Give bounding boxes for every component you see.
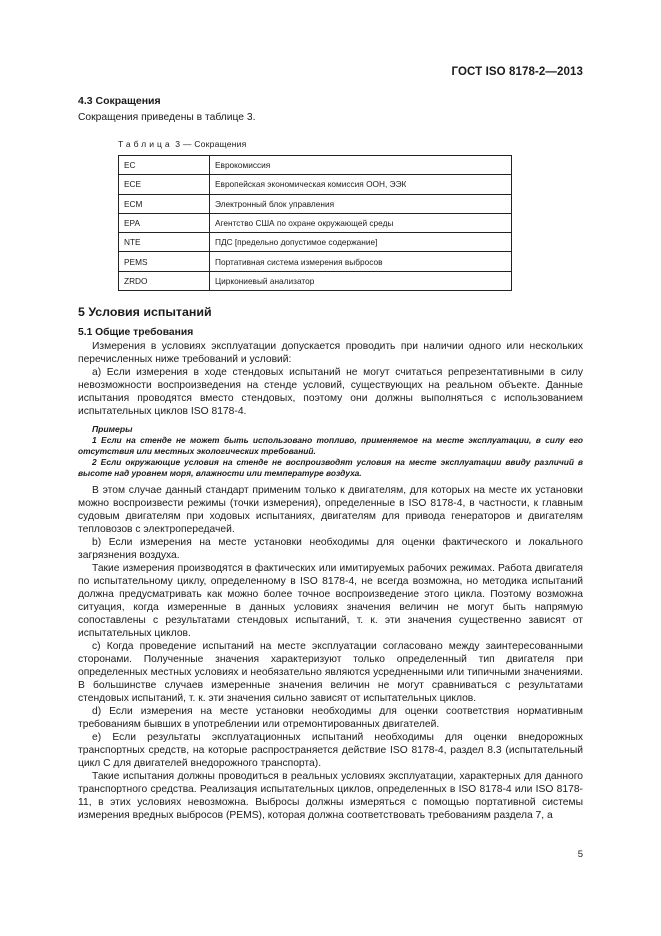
- table-row: [119, 156, 512, 175]
- paragraph-c: с) Когда проведение испытаний на месте эксплуатации согласовано между заинтересованными сторонами. Полученные значения характеризуют только определенный тип двигателя при определенных местных условиях и необязательно являются усредненными или типичными значениями. В большинстве случаев измеренные значения величин не могут сравниваться с результатами стендовых испытаний, т. к. эти значения сильно зависят от испытательных циклов.: [78, 641, 583, 705]
- table-row: [119, 213, 512, 232]
- table-row: [119, 252, 512, 271]
- examples-title: Примеры: [92, 424, 133, 435]
- definition-cell: Еврокомиссия: [210, 156, 512, 175]
- page-number: 5: [577, 849, 583, 860]
- section-4-3-intro: Сокращения приведены в таблице 3.: [78, 112, 256, 123]
- definition-cell: Циркониевый анализатор: [210, 271, 512, 290]
- definition-cell: Портативная система измерения выбросов: [210, 252, 512, 271]
- section-5-1-title: 5.1 Общие требования: [78, 327, 194, 339]
- definition-cell: Агентство США по охране окружающей среды: [210, 213, 512, 232]
- section-5-title: 5 Условия испытаний: [78, 305, 212, 320]
- paragraph-a-note: В этом случае данный стандарт применим только к двигателям, для которых на месте их установки можно воспроизвести режимы (точки измерения), определенные в ISO 8178-4, в частности, к главным судовым двигателям при ходовых испытаниях, двигателям для привода генераторов и двигателям тепловозов с электропередачей.: [78, 485, 583, 536]
- table-row: [119, 194, 512, 213]
- table-row: [119, 271, 512, 290]
- abbreviation-cell: EPA: [119, 213, 210, 232]
- paragraph-e: е) Если результаты эксплуатационных испытаний необходимы для оценки внедорожных транспортных средств, на которые распространяется действие ISO 8178-4, раздел 8.3 (испытательный цикл С для двигателей внедорожного транспорта).: [78, 732, 583, 770]
- standard-code: ГОСТ ISO 8178-2—2013: [451, 66, 583, 78]
- paragraph-intro: Измерения в условиях эксплуатации допускается проводить при наличии одного или нескольких перечисленных ниже требований и условий:: [78, 341, 583, 366]
- definition-cell: Европейская экономическая комиссия ООН, ЭЭК: [210, 175, 512, 194]
- abbreviation-cell: PEMS: [119, 252, 210, 271]
- paragraph-d: d) Если измерения на месте установки необходимы для оценки соответствия нормативным требованиям бывших в употреблении или отремонтированных двигателей.: [78, 706, 583, 731]
- abbreviation-cell: EC: [119, 156, 210, 175]
- abbreviation-cell: NTE: [119, 233, 210, 252]
- paragraph-e-note: Такие испытания должны проводиться в реальных условиях эксплуатации, характерных для данного транспортного средства. Реализация испытательных циклов, определенных в ISO 8178-4 или ISO 8178-11, в этих условиях невозможна. Выбросы должны измеряться с помощью портативной системы измерения вредных выбросов (PEMS), которая должна соответствовать требованиям раздела 7, а: [78, 771, 583, 822]
- paragraph-a: а) Если измерения в ходе стендовых испытаний не могут считаться репрезентативными в силу невозможности воспроизведения на стенде условий, существующих на реальном объекте. Данные испытания проводятся вместо стендовых, поэтому они должны выполняться с использованием испытательных циклов ISO 8178-4.: [78, 367, 583, 418]
- definition-cell: ПДС [предельно допустимое содержание]: [210, 233, 512, 252]
- abbreviation-cell: ECM: [119, 194, 210, 213]
- section-4-3-title: 4.3 Сокращения: [78, 95, 161, 107]
- table-row: [119, 233, 512, 252]
- table-caption-text: 3 — Сокращения: [175, 139, 247, 149]
- page-content: [78, 95, 583, 822]
- paragraph-b: b) Если измерения на месте установки необходимы для оценки фактического и локального загрязнения воздуха.: [78, 537, 583, 562]
- definition-cell: Электронный блок управления: [210, 194, 512, 213]
- table-caption: [118, 139, 583, 150]
- paragraph-b-note: Такие измерения производятся в фактических или имитируемых рабочих режимах. Работа двигателя по испытательному циклу, определенному в ISO 8178-4, не всегда возможна, но методика испытаний должна предусматривать как можно более точное воспроизведение этого цикла. Поэтому возможна ситуация, когда измеренные в данных условиях значения величин не могут быть напрямую сопоставлены с результатами стендовых испытаний, т. к. эти значения существенно зависят от испытательных циклов.: [78, 563, 583, 640]
- abbreviation-cell: ZRDO: [119, 271, 210, 290]
- abbreviations-table: [118, 155, 512, 291]
- table-row: [119, 175, 512, 194]
- example-2: 2 Если окружающие условия на стенде не воспроизводят условия на месте эксплуатации ввиду различий в высоте над уровнем моря, влажности или температуре воздуха.: [78, 457, 583, 479]
- abbreviation-cell: ECE: [119, 175, 210, 194]
- table-caption-label: Таблица: [118, 139, 173, 149]
- example-1: 1 Если на стенде не может быть использовано топливо, применяемое на месте эксплуатации, в силу его отсутствия или местных экологических требований.: [78, 435, 583, 457]
